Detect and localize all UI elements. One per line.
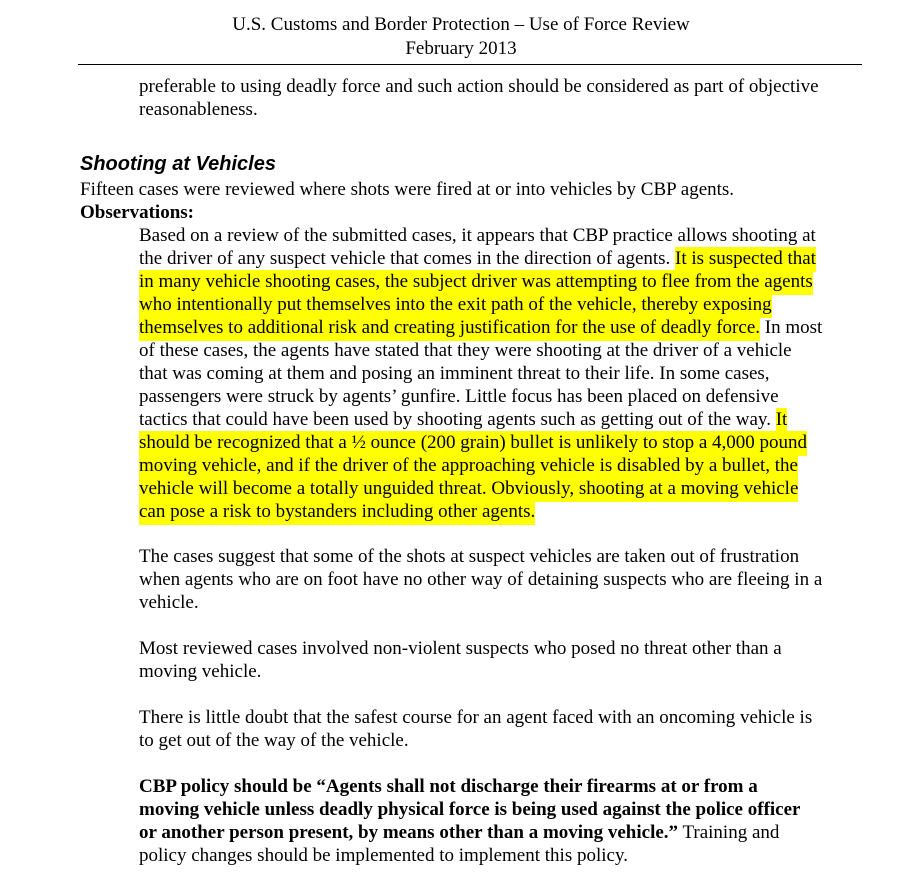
highlighted-text: should be recognized that a ½ ounce (200 grain) bullet is unlikely to stop a 4,000 pound: [139, 431, 807, 456]
text-line: moving vehicle.: [139, 661, 262, 682]
text-line: [139, 316, 864, 339]
text-line: [139, 500, 864, 523]
observation-paragraph-4: [139, 706, 864, 752]
text-line: Based on a review of the submitted cases, it appears that CBP practice allows shooting at: [139, 225, 816, 246]
text-line: when agents who are on foot have no other way of detaining suspects who are fleeing in a: [139, 569, 823, 590]
document-header-date: February 2013: [405, 38, 517, 59]
section-intro: Fifteen cases were reviewed where shots were fired at or into vehicles by CBP agents.: [80, 179, 735, 200]
text-line: passengers were struck by agents’ gunfire. Little focus has been placed on defensive: [139, 386, 779, 407]
text-line: [139, 431, 864, 454]
text-line: [139, 477, 864, 500]
policy-recommendation-paragraph: [139, 775, 864, 867]
highlighted-text: can pose a risk to bystanders including other agents.: [139, 500, 535, 525]
text-segment: In most: [760, 317, 823, 338]
highlighted-text: moving vehicle, and if the driver of the approaching vehicle is disabled by a bullet, the: [139, 454, 798, 479]
observation-paragraph-1: [139, 224, 864, 523]
text-line: preferable to using deadly force and such action should be considered as part of objective: [139, 76, 819, 97]
text-line: Most reviewed cases involved non-violent suspects who posed no threat other than a: [139, 638, 782, 659]
text-line: moving vehicle unless deadly physical force is being used against the police officer: [139, 799, 801, 820]
section-heading: Shooting at Vehicles: [80, 153, 276, 175]
highlighted-text: vehicle will become a totally unguided threat. Obviously, shooting at a moving vehicle: [139, 477, 798, 502]
text-line: reasonableness.: [139, 99, 258, 120]
text-line: [139, 821, 864, 844]
continuation-paragraph: [139, 75, 864, 121]
text-line: [139, 270, 864, 293]
observations-label: Observations:: [80, 202, 194, 223]
header-divider: [78, 64, 862, 65]
highlighted-text: in many vehicle shooting cases, the subject driver was attempting to flee from the agents: [139, 270, 813, 295]
text-line: that was coming at them and posing an imminent threat to their life. In some cases,: [139, 363, 770, 384]
text-line: The cases suggest that some of the shots at suspect vehicles are taken out of frustration: [139, 546, 800, 567]
highlighted-text: It: [776, 408, 788, 433]
text-line: [139, 247, 864, 270]
text-line: CBP policy should be “Agents shall not discharge their firearms at or from a: [139, 776, 758, 797]
text-segment: tactics that could have been used by shooting agents such as getting out of the way.: [139, 409, 776, 430]
text-segment: the driver of any suspect vehicle that comes in the direction of agents.: [139, 248, 676, 269]
observation-paragraph-2: [139, 545, 864, 614]
document-header-title: U.S. Customs and Border Protection – Use of Force Review: [232, 14, 690, 35]
bold-text: or another person present, by means other than a moving vehicle.”: [139, 822, 679, 843]
highlighted-text: themselves to additional risk and creating justification for the use of deadly force.: [139, 316, 760, 341]
text-line: [139, 293, 864, 316]
observation-paragraph-3: [139, 637, 864, 683]
text-line: policy changes should be implemented to implement this policy.: [139, 845, 628, 866]
text-line: There is little doubt that the safest course for an agent faced with an oncoming vehicle is: [139, 707, 813, 728]
highlighted-text: It is suspected that: [675, 247, 816, 272]
text-line: vehicle.: [139, 592, 199, 613]
text-line: of these cases, the agents have stated that they were shooting at the driver of a vehicle: [139, 340, 792, 361]
text-line: to get out of the way of the vehicle.: [139, 730, 409, 751]
text-line: [139, 454, 864, 477]
highlighted-text: who intentionally put themselves into the exit path of the vehicle, thereby exposing: [139, 293, 772, 318]
text-segment: Training and: [678, 822, 780, 843]
text-line: [139, 408, 864, 431]
